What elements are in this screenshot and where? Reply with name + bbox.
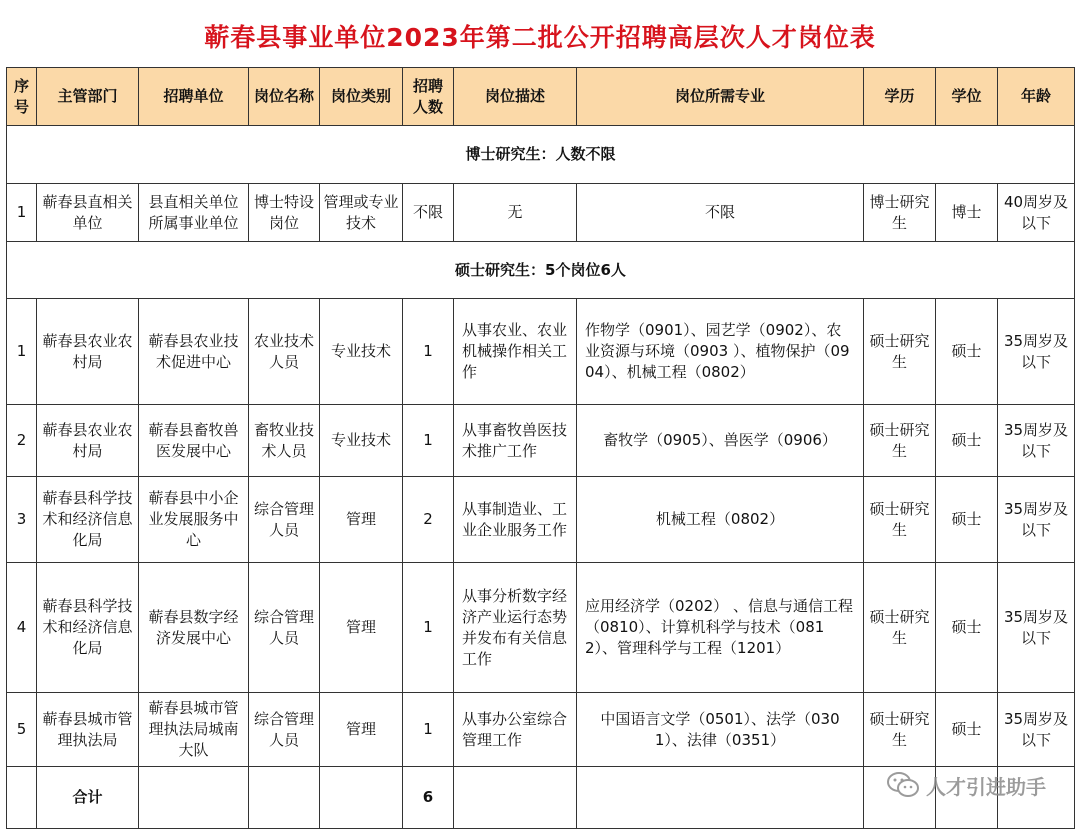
cell-education: 博士研究生: [864, 184, 936, 242]
cell-unit: 蕲春县数字经济发展中心: [139, 563, 249, 693]
cell-seq: 2: [7, 405, 37, 477]
cell-seq: 1: [7, 184, 37, 242]
cell-seq: 1: [7, 299, 37, 405]
cell-desc: 从事分析数字经济产业运行态势并发布有关信息工作: [454, 563, 577, 693]
header-count: 招聘人数: [403, 68, 454, 126]
watermark-text: 人才引进助手: [926, 774, 1046, 799]
cell-category: 管理: [320, 563, 403, 693]
header-seq: 序号: [7, 68, 37, 126]
cell-age: 35周岁及以下: [998, 563, 1075, 693]
cell-empty: [249, 767, 320, 829]
cell-age: 40周岁及以下: [998, 184, 1075, 242]
cell-degree: 博士: [936, 184, 998, 242]
cell-major: 作物学（0901）、园艺学（0902）、农业资源与环境（0903 ）、植物保护（0904）、机械工程（0802）: [577, 299, 864, 405]
cell-unit: 蕲春县中小企业发展服务中心: [139, 477, 249, 563]
cell-dept: 蕲春县科学技术和经济信息化局: [37, 563, 139, 693]
header-desc: 岗位描述: [454, 68, 577, 126]
section-title-phd: 博士研究生：人数不限: [7, 126, 1075, 184]
cell-education: 硕士研究生: [864, 477, 936, 563]
section-title-master: 硕士研究生：5个岗位6人: [7, 242, 1075, 299]
cell-education: 硕士研究生: [864, 693, 936, 767]
header-post: 岗位名称: [249, 68, 320, 126]
cell-count: 1: [403, 299, 454, 405]
cell-count: 不限: [403, 184, 454, 242]
cell-count: 1: [403, 405, 454, 477]
table-row: [7, 405, 1075, 477]
cell-major: 畜牧学（0905）、兽医学（0906）: [577, 405, 864, 477]
header-category: 岗位类别: [320, 68, 403, 126]
cell-category: 管理或专业技术: [320, 184, 403, 242]
cell-category: 管理: [320, 477, 403, 563]
cell-post: 畜牧业技术人员: [249, 405, 320, 477]
cell-unit: 蕲春县城市管理执法局城南大队: [139, 693, 249, 767]
cell-education: 硕士研究生: [864, 405, 936, 477]
cell-desc: 无: [454, 184, 577, 242]
cell-degree: 硕士: [936, 299, 998, 405]
cell-desc: 从事农业、农业机械操作相关工作: [454, 299, 577, 405]
header-age: 年龄: [998, 68, 1075, 126]
cell-category: 专业技术: [320, 299, 403, 405]
header-degree: 学位: [936, 68, 998, 126]
cell-empty: [320, 767, 403, 829]
cell-age: 35周岁及以下: [998, 693, 1075, 767]
cell-count: 2: [403, 477, 454, 563]
cell-seq: 5: [7, 693, 37, 767]
cell-post: 农业技术人员: [249, 299, 320, 405]
page-title: 蕲春县事业单位2023年第二批公开招聘高层次人才岗位表: [204, 23, 876, 52]
cell-seq: 4: [7, 563, 37, 693]
cell-post: 综合管理人员: [249, 477, 320, 563]
cell-age: 35周岁及以下: [998, 477, 1075, 563]
cell-empty: [139, 767, 249, 829]
cell-major: 中国语言文学（0501）、法学（0301）、法律（0351）: [577, 693, 864, 767]
header-unit: 招聘单位: [139, 68, 249, 126]
cell-category: 专业技术: [320, 405, 403, 477]
cell-unit: 蕲春县农业技术促进中心: [139, 299, 249, 405]
table-row: [7, 477, 1075, 563]
cell-desc: 从事畜牧兽医技术推广工作: [454, 405, 577, 477]
cell-post: 综合管理人员: [249, 563, 320, 693]
cell-desc: 从事办公室综合管理工作: [454, 693, 577, 767]
section-row-master: [7, 242, 1075, 299]
cell-post: 综合管理人员: [249, 693, 320, 767]
cell-category: 管理: [320, 693, 403, 767]
cell-post: 博士特设岗位: [249, 184, 320, 242]
wechat-icon: [886, 771, 920, 799]
cell-seq: 3: [7, 477, 37, 563]
cell-empty: [577, 767, 864, 829]
header-education: 学历: [864, 68, 936, 126]
table-row: [7, 184, 1075, 242]
table-row: [7, 563, 1075, 693]
cell-dept: 蕲春县农业农村局: [37, 299, 139, 405]
cell-major: 应用经济学（0202） 、信息与通信工程（0810）、计算机科学与技术（0812）、管理科学与工程（1201）: [577, 563, 864, 693]
cell-desc: 从事制造业、工业企业服务工作: [454, 477, 577, 563]
cell-count: 1: [403, 693, 454, 767]
watermark: [886, 768, 1046, 802]
cell-major: 机械工程（0802）: [577, 477, 864, 563]
total-label: 合计: [37, 767, 139, 829]
total-count: 6: [403, 767, 454, 829]
cell-empty: [454, 767, 577, 829]
cell-dept: 蕲春县科学技术和经济信息化局: [37, 477, 139, 563]
cell-degree: 硕士: [936, 477, 998, 563]
recruitment-table: [6, 67, 1075, 829]
cell-unit: 蕲春县畜牧兽医发展中心: [139, 405, 249, 477]
header-row: [7, 68, 1075, 126]
cell-dept: 蕲春县农业农村局: [37, 405, 139, 477]
cell-education: 硕士研究生: [864, 299, 936, 405]
cell-major: 不限: [577, 184, 864, 242]
cell-empty: [7, 767, 37, 829]
cell-unit: 县直相关单位所属事业单位: [139, 184, 249, 242]
cell-dept: 蕲春县城市管理执法局: [37, 693, 139, 767]
cell-degree: 硕士: [936, 693, 998, 767]
cell-dept: 蕲春县直相关单位: [37, 184, 139, 242]
table-row: [7, 693, 1075, 767]
header-dept: 主管部门: [37, 68, 139, 126]
cell-count: 1: [403, 563, 454, 693]
section-row-phd: [7, 126, 1075, 184]
table-row: [7, 299, 1075, 405]
cell-degree: 硕士: [936, 563, 998, 693]
cell-degree: 硕士: [936, 405, 998, 477]
header-major: 岗位所需专业: [577, 68, 864, 126]
cell-age: 35周岁及以下: [998, 299, 1075, 405]
cell-age: 35周岁及以下: [998, 405, 1075, 477]
cell-education: 硕士研究生: [864, 563, 936, 693]
